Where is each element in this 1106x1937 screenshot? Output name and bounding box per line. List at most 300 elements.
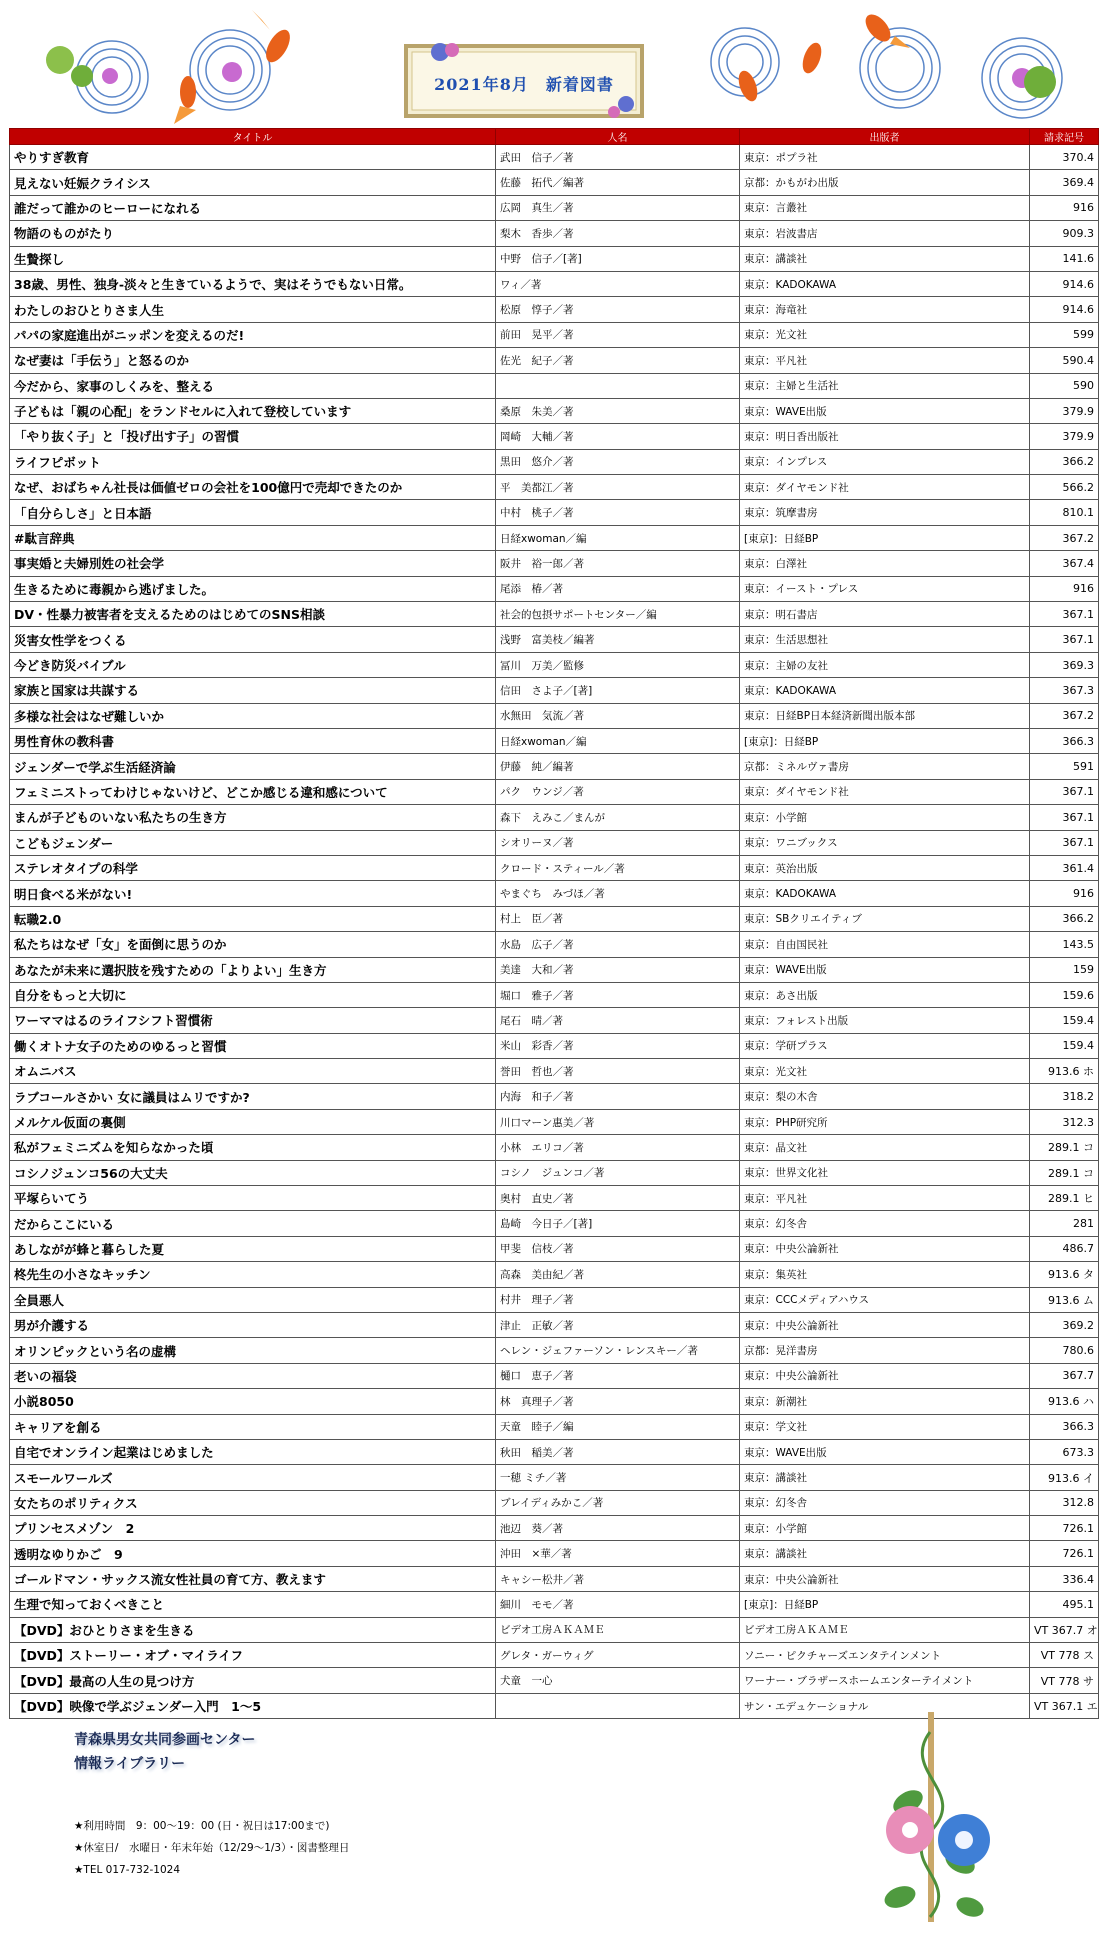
publisher: 東京：主婦と生活社: [740, 373, 1030, 398]
author: 小林 エリコ／著: [496, 1135, 740, 1160]
book-title: 物語のものがたり: [10, 221, 496, 246]
call-number: 599: [1030, 322, 1099, 347]
table-row: [10, 881, 1099, 906]
publisher: 東京：KADOKAWA: [740, 678, 1030, 703]
call-number: 159: [1030, 957, 1099, 982]
call-number: 159.4: [1030, 1033, 1099, 1058]
book-title: 平塚らいてう: [10, 1186, 496, 1211]
table-row: [10, 525, 1099, 550]
publisher: 京都：晃洋書房: [740, 1338, 1030, 1363]
publisher: 東京：講談社: [740, 1541, 1030, 1566]
author: [496, 373, 740, 398]
call-number: 312.8: [1030, 1490, 1099, 1515]
book-title: 誰だって誰かのヒーローになれる: [10, 195, 496, 220]
book-title: 透明なゆりかご 9: [10, 1541, 496, 1566]
lily-pad-icon: [71, 65, 93, 87]
call-number: 312.3: [1030, 1109, 1099, 1134]
publisher: 東京：梨の木舎: [740, 1084, 1030, 1109]
author: 誉田 哲也／著: [496, 1059, 740, 1084]
call-number: 366.2: [1030, 906, 1099, 931]
author: 沖田 ×華／著: [496, 1541, 740, 1566]
author: 樋口 恵子／著: [496, 1363, 740, 1388]
call-number: 366.2: [1030, 449, 1099, 474]
table-row: [10, 348, 1099, 373]
author: キャシー松井／著: [496, 1566, 740, 1591]
table-row: [10, 1059, 1099, 1084]
book-title: 男が介護する: [10, 1312, 496, 1337]
publisher: 東京：ダイヤモンド社: [740, 475, 1030, 500]
call-number: 141.6: [1030, 246, 1099, 271]
call-number: 591: [1030, 754, 1099, 779]
author: ワィ／著: [496, 271, 740, 296]
publisher: 東京：光文社: [740, 322, 1030, 347]
table-row: [10, 1160, 1099, 1185]
closed-days: ★休室日/ 水曜日・年末年始（12/29～1/3）・図書整理日: [74, 1842, 350, 1854]
table-row: [10, 1211, 1099, 1236]
author: 信田 さよ子／[著]: [496, 678, 740, 703]
table-row: [10, 602, 1099, 627]
book-title: 自分をもっと大切に: [10, 982, 496, 1007]
publisher: ワーナー・ブラザースホームエンターテイメント: [740, 1668, 1030, 1693]
publisher: 東京：KADOKAWA: [740, 881, 1030, 906]
table-row: [10, 1414, 1099, 1439]
call-number: 367.2: [1030, 525, 1099, 550]
book-title: 女たちのポリティクス: [10, 1490, 496, 1515]
new-books-table: [9, 128, 1099, 1719]
column-header: 出版者: [740, 129, 1030, 145]
book-title: 老いの福袋: [10, 1363, 496, 1388]
book-title: #駄言辞典: [10, 525, 496, 550]
publisher: 東京：講談社: [740, 246, 1030, 271]
org-name: 青森県男女共同参画センター: [74, 1732, 256, 1748]
author: 高森 美由紀／著: [496, 1262, 740, 1287]
publisher: 東京：イースト・プレス: [740, 576, 1030, 601]
book-title: わたしのおひとりさま人生: [10, 297, 496, 322]
book-title: 今だから、家事のしくみを、整える: [10, 373, 496, 398]
call-number: 281: [1030, 1211, 1099, 1236]
publisher: 東京：中央公論新社: [740, 1236, 1030, 1261]
call-number: 367.2: [1030, 703, 1099, 728]
table-row: [10, 322, 1099, 347]
call-number: 289.1 コ: [1030, 1160, 1099, 1185]
call-number: 318.2: [1030, 1084, 1099, 1109]
publisher: 東京：世界文化社: [740, 1160, 1030, 1185]
book-title: 災害女性学をつくる: [10, 627, 496, 652]
author: クロード・スティール／著: [496, 855, 740, 880]
call-number: 916: [1030, 195, 1099, 220]
ripple-icon: [711, 28, 1062, 118]
author: 浅野 富美枝／編著: [496, 627, 740, 652]
author: 桑原 朱美／著: [496, 398, 740, 423]
book-title: 私がフェミニズムを知らなかった頃: [10, 1135, 496, 1160]
table-row: [10, 297, 1099, 322]
publisher: 東京：小学館: [740, 1516, 1030, 1541]
opening-hours: ★利用時間 9：00～19：00 (日・祝日は17:00まで): [74, 1820, 330, 1832]
publisher: 東京：英治出版: [740, 855, 1030, 880]
table-row: [10, 398, 1099, 423]
publisher: [東京]：日経BP: [740, 1592, 1030, 1617]
library-info: [74, 1815, 349, 1881]
call-number: 379.9: [1030, 424, 1099, 449]
publisher: 東京：ダイヤモンド社: [740, 779, 1030, 804]
call-number: 914.6: [1030, 297, 1099, 322]
table-row: [10, 982, 1099, 1007]
table-row: [10, 1465, 1099, 1490]
publisher: 東京：KADOKAWA: [740, 271, 1030, 296]
table-row: [10, 1084, 1099, 1109]
call-number: 143.5: [1030, 932, 1099, 957]
table-row: [10, 652, 1099, 677]
author: 水島 広子／著: [496, 932, 740, 957]
author: 内海 和子／著: [496, 1084, 740, 1109]
table-row: [10, 703, 1099, 728]
author: グレタ・ガーウィグ: [496, 1643, 740, 1668]
call-number: 913.6 イ: [1030, 1465, 1099, 1490]
call-number: VT 367.1 エ: [1030, 1693, 1099, 1718]
call-number: 369.3: [1030, 652, 1099, 677]
publisher: 東京：新潮社: [740, 1389, 1030, 1414]
author: 一穂 ミチ／著: [496, 1465, 740, 1490]
book-title: パパの家庭進出がニッポンを変えるのだ!: [10, 322, 496, 347]
book-title: 子どもは「親の心配」をランドセルに入れて登校しています: [10, 398, 496, 423]
book-title: 柊先生の小さなキッチン: [10, 1262, 496, 1287]
goldfish-icon: [735, 10, 910, 104]
publisher: ビデオ工房ＡＫＡＭＥ: [740, 1617, 1030, 1642]
publisher: [東京]：日経BP: [740, 525, 1030, 550]
column-header: タイトル: [10, 129, 496, 145]
publisher: 東京：SBクリエイティブ: [740, 906, 1030, 931]
table-row: [10, 1109, 1099, 1134]
publisher: 東京：PHP研究所: [740, 1109, 1030, 1134]
call-number: 367.3: [1030, 678, 1099, 703]
book-title: 「自分らしさ」と日本語: [10, 500, 496, 525]
table-row: [10, 170, 1099, 195]
author: シオリーヌ／著: [496, 830, 740, 855]
book-title: あなたが未来に選択肢を残すための「よりよい」生き方: [10, 957, 496, 982]
table-row: [10, 1439, 1099, 1464]
publisher: 東京：ワニブックス: [740, 830, 1030, 855]
publisher: 東京：明石書店: [740, 602, 1030, 627]
book-title: DV・性暴力被害者を支えるためのはじめてのSNS相談: [10, 602, 496, 627]
book-title: 男性育休の教科書: [10, 728, 496, 753]
publisher: 東京：晶文社: [740, 1135, 1030, 1160]
publisher: 東京：CCCメディアハウス: [740, 1287, 1030, 1312]
call-number: 369.4: [1030, 170, 1099, 195]
call-number: 495.1: [1030, 1592, 1099, 1617]
author: 松原 惇子／著: [496, 297, 740, 322]
library-name: 情報ライブラリー: [74, 1756, 186, 1772]
table-row: [10, 1287, 1099, 1312]
publisher: ソニー・ピクチャーズエンタテインメント: [740, 1643, 1030, 1668]
table-body: [10, 145, 1099, 1719]
call-number: 913.6 ム: [1030, 1287, 1099, 1312]
call-number: 369.2: [1030, 1312, 1099, 1337]
author: 平 美都江／著: [496, 475, 740, 500]
call-number: 913.6 ホ: [1030, 1059, 1099, 1084]
publisher: 東京：小学館: [740, 805, 1030, 830]
table-row: [10, 145, 1099, 170]
call-number: 566.2: [1030, 475, 1099, 500]
author: [496, 1693, 740, 1718]
call-number: 336.4: [1030, 1566, 1099, 1591]
author: 日経xwoman／編: [496, 728, 740, 753]
table-row: [10, 932, 1099, 957]
book-title: こどもジェンダー: [10, 830, 496, 855]
book-title: 生理で知っておくべきこと: [10, 1592, 496, 1617]
author: 米山 彩香／著: [496, 1033, 740, 1058]
publisher: 東京：あさ出版: [740, 982, 1030, 1007]
table-row: [10, 728, 1099, 753]
column-header: 人名: [496, 129, 740, 145]
author: 美達 大和／著: [496, 957, 740, 982]
table-row: [10, 221, 1099, 246]
publisher: 東京：フォレスト出版: [740, 1008, 1030, 1033]
book-title: やりすぎ教育: [10, 145, 496, 170]
call-number: 726.1: [1030, 1516, 1099, 1541]
table-row: [10, 1592, 1099, 1617]
author: 秋田 稲美／著: [496, 1439, 740, 1464]
publisher: 東京：光文社: [740, 1059, 1030, 1084]
book-title: 私たちはなぜ「女」を面倒に思うのか: [10, 932, 496, 957]
table-row: [10, 475, 1099, 500]
book-title: なぜ妻は「手伝う」と怒るのか: [10, 348, 496, 373]
author: 武田 信子／著: [496, 145, 740, 170]
call-number: 810.1: [1030, 500, 1099, 525]
lily-pad-icon: [46, 46, 74, 74]
book-title: 転職2.0: [10, 906, 496, 931]
telephone: ★TEL 017-732-1024: [74, 1864, 181, 1876]
author: 細川 モモ／著: [496, 1592, 740, 1617]
publisher: 東京：主婦の友社: [740, 652, 1030, 677]
table-row: [10, 1516, 1099, 1541]
table-row: [10, 500, 1099, 525]
author: 津止 正敏／著: [496, 1312, 740, 1337]
call-number: VT 367.7 オ: [1030, 1617, 1099, 1642]
book-title: だからここにいる: [10, 1211, 496, 1236]
book-title: 事実婚と夫婦別姓の社会学: [10, 551, 496, 576]
table-row: [10, 449, 1099, 474]
author: 佐光 紀子／著: [496, 348, 740, 373]
publisher: [東京]：日経BP: [740, 728, 1030, 753]
book-title: なぜ、おばちゃん社長は価値ゼロの会社を100億円で売却できたのか: [10, 475, 496, 500]
author: ブレイディみかこ／著: [496, 1490, 740, 1515]
publisher: 東京：ポプラ社: [740, 145, 1030, 170]
author: 中野 信子／[著]: [496, 246, 740, 271]
author: 島崎 今日子／[著]: [496, 1211, 740, 1236]
table-row: [10, 551, 1099, 576]
table-row: [10, 1617, 1099, 1642]
table-row: [10, 754, 1099, 779]
book-title: 明日食べる米がない!: [10, 881, 496, 906]
table-row: [10, 1566, 1099, 1591]
call-number: 367.1: [1030, 830, 1099, 855]
call-number: 913.6 ハ: [1030, 1389, 1099, 1414]
author: 村井 理子／著: [496, 1287, 740, 1312]
publisher: 東京：学文社: [740, 1414, 1030, 1439]
publisher: 東京：生活思想社: [740, 627, 1030, 652]
author: コシノ ジュンコ／著: [496, 1160, 740, 1185]
author: 森下 えみこ／まんが: [496, 805, 740, 830]
author: 奥村 直史／著: [496, 1186, 740, 1211]
publisher: サン・エデュケーショナル: [740, 1693, 1030, 1718]
author: 梨木 香歩／著: [496, 221, 740, 246]
author: パク ウンジ／著: [496, 779, 740, 804]
author: 中村 桃子／著: [496, 500, 740, 525]
call-number: 159.6: [1030, 982, 1099, 1007]
call-number: 916: [1030, 576, 1099, 601]
publisher: 東京：学研プラス: [740, 1033, 1030, 1058]
lily-pad-icon: [1024, 66, 1056, 98]
author: 水無田 気流／著: [496, 703, 740, 728]
table-row: [10, 1312, 1099, 1337]
table-row: [10, 1008, 1099, 1033]
table-row: [10, 1135, 1099, 1160]
book-title: コシノジュンコ56の大丈夫: [10, 1160, 496, 1185]
publisher: 東京：幻冬舎: [740, 1211, 1030, 1236]
table-row: [10, 779, 1099, 804]
table-row: [10, 424, 1099, 449]
organization-name: [74, 1728, 255, 1776]
table-row: [10, 1490, 1099, 1515]
publisher: 東京：幻冬舎: [740, 1490, 1030, 1515]
author: 甲斐 信枝／著: [496, 1236, 740, 1261]
book-title: ステレオタイプの科学: [10, 855, 496, 880]
author: 堀口 雅子／著: [496, 982, 740, 1007]
book-title: 家族と国家は共謀する: [10, 678, 496, 703]
publisher: 京都：かもがわ出版: [740, 170, 1030, 195]
author: 伊藤 純／編著: [496, 754, 740, 779]
table-row: [10, 1236, 1099, 1261]
author: 佐藤 拓代／編著: [496, 170, 740, 195]
author: 冨川 万美／監修: [496, 652, 740, 677]
publisher: 東京：集英社: [740, 1262, 1030, 1287]
call-number: 289.1 コ: [1030, 1135, 1099, 1160]
author: 日経xwoman／編: [496, 525, 740, 550]
author: ヘレン・ジェファーソン・レンスキー／著: [496, 1338, 740, 1363]
table-row: [10, 246, 1099, 271]
table-row: [10, 373, 1099, 398]
table-row: [10, 957, 1099, 982]
table-row: [10, 830, 1099, 855]
call-number: 370.4: [1030, 145, 1099, 170]
book-title: あしながが蜂と暮らした夏: [10, 1236, 496, 1261]
call-number: 289.1 ヒ: [1030, 1186, 1099, 1211]
table-row: [10, 576, 1099, 601]
call-number: 367.1: [1030, 779, 1099, 804]
publisher: 東京：筑摩書房: [740, 500, 1030, 525]
author: ビデオ工房ＡＫＡＭＥ: [496, 1617, 740, 1642]
publisher: 京都：ミネルヴァ書房: [740, 754, 1030, 779]
publisher: 東京：WAVE出版: [740, 957, 1030, 982]
call-number: 909.3: [1030, 221, 1099, 246]
author: 社会的包摂サポートセンター／編: [496, 602, 740, 627]
publisher: 東京：日経BP日本経済新聞出版本部: [740, 703, 1030, 728]
table-row: [10, 1186, 1099, 1211]
publisher: 東京：WAVE出版: [740, 398, 1030, 423]
book-title: プリンセスメゾン 2: [10, 1516, 496, 1541]
book-title: 生きるために毒親から逃げました。: [10, 576, 496, 601]
book-title: 38歳、男性、独身-淡々と生きているようで、実はそうでもない日常。: [10, 271, 496, 296]
book-title: オリンピックという名の虚構: [10, 1338, 496, 1363]
book-title: 生贄探し: [10, 246, 496, 271]
book-title: 【DVD】映像で学ぶジェンダー入門 1～5: [10, 1693, 496, 1718]
call-number: 367.1: [1030, 602, 1099, 627]
author: 広岡 真生／著: [496, 195, 740, 220]
call-number: 379.9: [1030, 398, 1099, 423]
publisher: 東京：中央公論新社: [740, 1566, 1030, 1591]
call-number: 486.7: [1030, 1236, 1099, 1261]
call-number: 780.6: [1030, 1338, 1099, 1363]
call-number: 367.7: [1030, 1363, 1099, 1388]
author: 川口マーン惠美／著: [496, 1109, 740, 1134]
morning-glory-illustration: [860, 1712, 1020, 1922]
author: 阪井 裕一郎／著: [496, 551, 740, 576]
call-number: 367.1: [1030, 805, 1099, 830]
morning-glory-icon: [445, 43, 459, 57]
book-title: 見えない妊娠クライシス: [10, 170, 496, 195]
publisher: 東京：自由国民社: [740, 932, 1030, 957]
call-number: 366.3: [1030, 728, 1099, 753]
call-number: 913.6 タ: [1030, 1262, 1099, 1287]
author: 前田 晃平／著: [496, 322, 740, 347]
author: 岡崎 大輔／著: [496, 424, 740, 449]
lotus-flower-icon: [102, 68, 118, 84]
table-row: [10, 1363, 1099, 1388]
book-title: 小説8050: [10, 1389, 496, 1414]
table-row: [10, 1033, 1099, 1058]
book-title: ジェンダーで学ぶ生活経済論: [10, 754, 496, 779]
publisher: 東京：講談社: [740, 1465, 1030, 1490]
book-title: 「やり抜く子」と「投げ出す子」の習慣: [10, 424, 496, 449]
publisher: 東京：海竜社: [740, 297, 1030, 322]
author: 池辺 葵／著: [496, 1516, 740, 1541]
book-title: スモールワールズ: [10, 1465, 496, 1490]
lotus-flower-icon: [222, 62, 242, 82]
table-row: [10, 1338, 1099, 1363]
book-title: 自宅でオンライン起業はじめました: [10, 1439, 496, 1464]
book-title: 働くオトナ女子のためのゆるっと習慣: [10, 1033, 496, 1058]
publisher: 東京：言叢社: [740, 195, 1030, 220]
publisher: 東京：平凡社: [740, 1186, 1030, 1211]
author: やまぐち みづほ／著: [496, 881, 740, 906]
publisher: 東京：平凡社: [740, 348, 1030, 373]
publisher: 東京：WAVE出版: [740, 1439, 1030, 1464]
publisher: 東京：中央公論新社: [740, 1312, 1030, 1337]
table-row: [10, 1643, 1099, 1668]
call-number: 361.4: [1030, 855, 1099, 880]
author: 黒田 悠介／著: [496, 449, 740, 474]
book-title: 【DVD】ストーリー・オブ・マイライフ: [10, 1643, 496, 1668]
table-header-row: [10, 129, 1099, 145]
book-title: ゴールドマン・サックス流女性社員の育て方、教えます: [10, 1566, 496, 1591]
author: 村上 臣／著: [496, 906, 740, 931]
call-number: 159.4: [1030, 1008, 1099, 1033]
call-number: 673.3: [1030, 1439, 1099, 1464]
author: 尾添 椿／著: [496, 576, 740, 601]
author: 犬童 一心: [496, 1668, 740, 1693]
call-number: 916: [1030, 881, 1099, 906]
publisher: 東京：中央公論新社: [740, 1363, 1030, 1388]
book-title: ラブコールさかい 女に議員はムリですか?: [10, 1084, 496, 1109]
publisher: 東京：インプレス: [740, 449, 1030, 474]
publisher: 東京：明日香出版社: [740, 424, 1030, 449]
morning-glory-icon: [608, 106, 620, 118]
table-row: [10, 1262, 1099, 1287]
table-row: [10, 1668, 1099, 1693]
book-title: フェミニストってわけじゃないけど、どこか感じる違和感について: [10, 779, 496, 804]
author: 尾石 晴／著: [496, 1008, 740, 1033]
book-title: キャリアを創る: [10, 1414, 496, 1439]
